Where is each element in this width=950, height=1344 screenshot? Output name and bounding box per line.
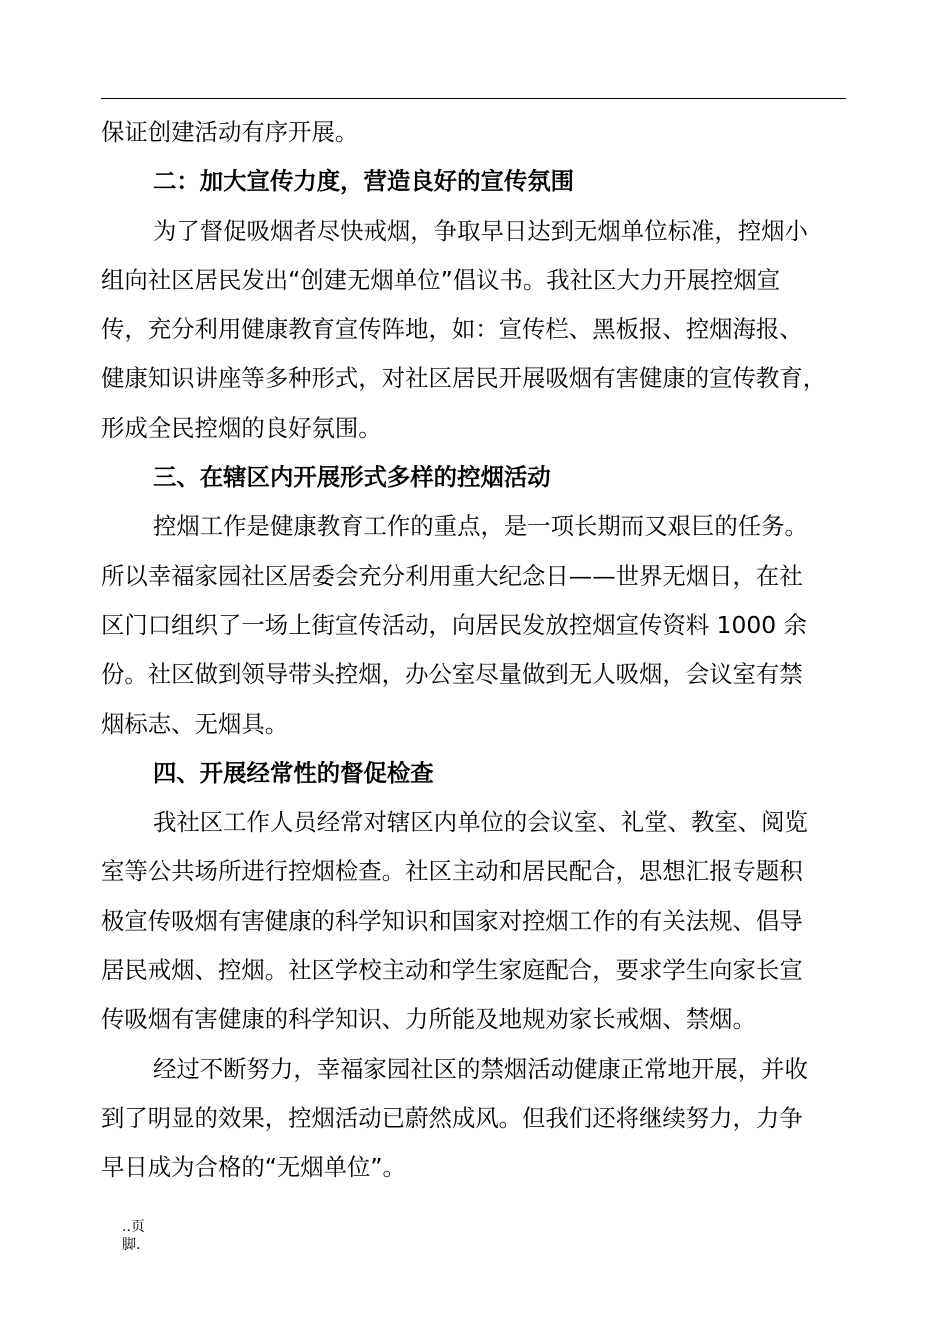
body-line: 烟标志、无烟具。	[101, 709, 289, 738]
body-line: 形成全民控烟的良好氛围。	[101, 413, 382, 442]
document-body	[101, 108, 846, 1193]
body-line: 组向社区居民发出“创建无烟单位”倡议书。我社区大力开展控烟宣	[101, 265, 781, 294]
body-line: 极宣传吸烟有害健康的科学知识和国家对控烟工作的有关法规、倡导	[101, 906, 803, 935]
section-heading: 三、在辖区内开展形式多样的控烟活动	[153, 463, 551, 492]
body-line: 区门口组织了一场上街宣传活动，向居民发放控烟宣传资料 1000 余	[101, 610, 807, 639]
body-line: 份。社区做到领导带头控烟，办公室尽量做到无人吸烟，会议室有禁	[101, 660, 803, 689]
body-line: 我社区工作人员经常对辖区内单位的会议室、礼堂、教室、阅览	[153, 808, 808, 837]
page-footer	[122, 1218, 145, 1254]
body-line: 早日成为合格的“无烟单位”。	[101, 1153, 406, 1182]
body-line: 控烟工作是健康教育工作的重点，是一项长期而又艰巨的任务。	[153, 512, 808, 541]
body-line: 传，充分利用健康教育宣传阵地，如：宣传栏、黑板报、控烟海报、	[101, 315, 803, 344]
footer-line: 脚.	[122, 1237, 141, 1253]
footer-line: ..页	[122, 1219, 145, 1235]
body-line: 到了明显的效果，控烟活动已蔚然成风。但我们还将继续努力，力争	[101, 1103, 803, 1132]
body-line: 所以幸福家园社区居委会充分利用重大纪念日——世界无烟日，在社	[101, 561, 803, 590]
header-rule	[101, 98, 846, 99]
body-line: 为了督促吸烟者尽快戒烟，争取早日达到无烟单位标准，控烟小	[153, 216, 808, 245]
section-heading: 二：加大宣传力度，营造良好的宣传氛围	[153, 167, 575, 196]
body-line: 健康知识讲座等多种形式，对社区居民开展吸烟有害健康的宣传教育，	[101, 364, 827, 393]
body-line: 室等公共场所进行控烟检查。社区主动和居民配合，思想汇报专题积	[101, 857, 803, 886]
body-line: 保证创建活动有序开展。	[101, 118, 359, 146]
body-line: 居民戒烟、控烟。社区学校主动和学生家庭配合，要求学生向家长宣	[101, 956, 803, 985]
body-line: 经过不断努力，幸福家园社区的禁烟活动健康正常地开展，并收	[153, 1054, 808, 1083]
section-heading: 四、开展经常性的督促检查	[153, 758, 434, 787]
body-line: 传吸烟有害健康的科学知识、力所能及地规劝家长戒烟、禁烟。	[101, 1005, 756, 1034]
